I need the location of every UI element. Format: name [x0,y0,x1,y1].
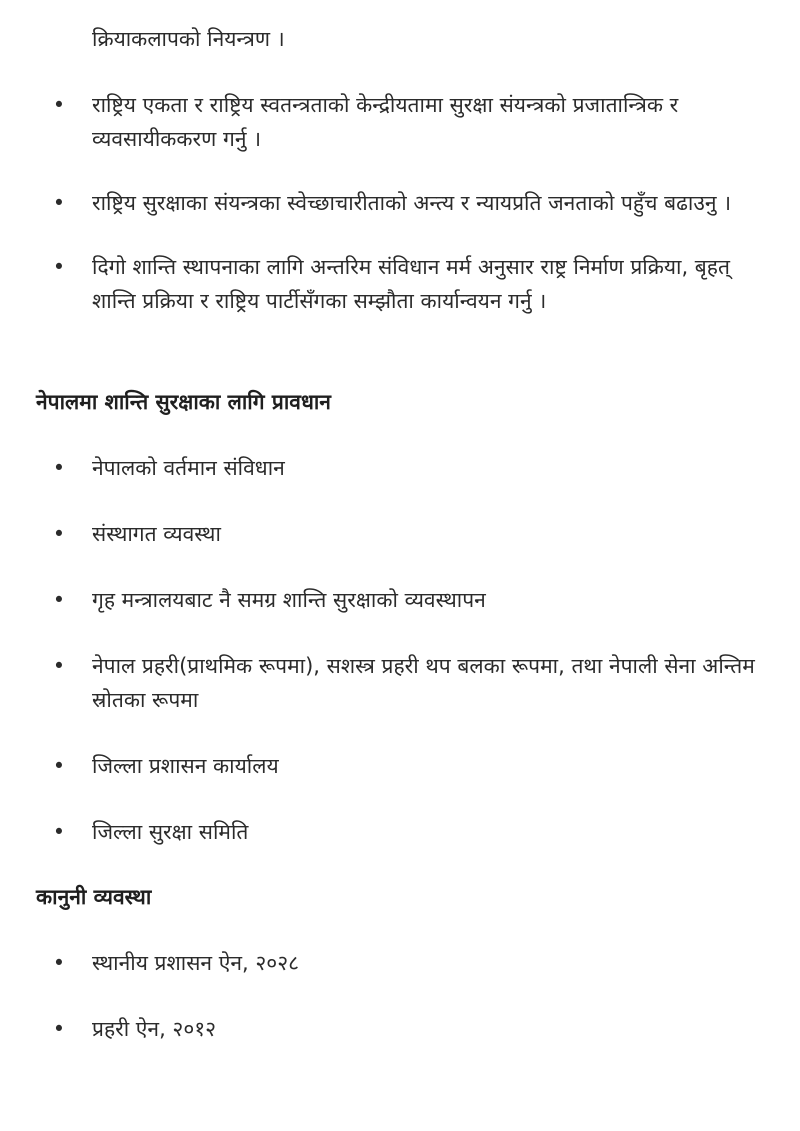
bullet-icon: • [52,456,66,480]
paragraph-continuation: क्रियाकलापको नियन्त्रण । [92,27,285,51]
list-item [0,583,800,617]
list-item [0,186,800,220]
list-item [0,815,800,849]
bullet-icon: • [52,191,66,215]
list-item-text: राष्ट्रिय सुरक्षाका संयन्त्रका स्वेच्छाचारीताको अन्त्य र न्यायप्रति जनताको पहुँच बढाउनु । [92,191,732,215]
list-item-text: जिल्ला प्रशासन कार्यालय [92,754,279,778]
bullet-icon: • [52,820,66,844]
bullet-icon: • [52,255,66,279]
list-item [0,451,800,485]
list-item [0,946,800,980]
list-item [0,749,800,783]
list-item-text: नेपालको वर्तमान संविधान [92,456,285,480]
list-item-text: स्थानीय प्रशासन ऐन, २०२८ [92,951,300,975]
provisions-list [0,451,800,849]
bullet-icon: • [52,654,66,678]
bullet-icon: • [52,754,66,778]
bullet-icon: • [52,588,66,612]
list-item [0,88,800,156]
objectives-list [0,88,800,318]
bullet-icon: • [52,1017,66,1041]
list-item-text: नेपाल प्रहरी(प्राथमिक रूपमा), सशस्त्र प्रहरी थप बलका रूपमा, तथा नेपाली सेना अन्तिम स्रोतका रूपमा [92,654,755,712]
list-item-text: दिगो शान्ति स्थापनाका लागि अन्तरिम संविधान मर्म अनुसार राष्ट्र निर्माण प्रक्रिया, बृहत् शान्ति प्रक्रिया र राष्ट्रिय पार्टीसँगका सम्झौता कार्यान्वयन गर्नु । [92,255,730,313]
list-item-text: राष्ट्रिय एकता र राष्ट्रिय स्वतन्त्रताको केन्द्रीयतामा सुरक्षा संयन्त्रको प्रजातान्त्रिक र व्यवसायीककरण गर्नु । [92,93,679,151]
list-item-text: प्रहरी ऐन, २०१२ [92,1017,217,1041]
bullet-icon: • [52,951,66,975]
list-item [0,1012,800,1046]
list-item-text: संस्थागत व्यवस्था [92,522,221,546]
bullet-icon: • [52,93,66,117]
legal-list [0,946,800,1046]
list-item [0,250,800,318]
list-item-text: गृह मन्त्रालयबाट नै समग्र शान्ति सुरक्षाको व्यवस्थापन [92,588,486,612]
bullet-icon: • [52,522,66,546]
section-heading-legal: कानुनी व्यवस्था [36,885,152,909]
list-item-text: जिल्ला सुरक्षा समिति [92,820,249,844]
list-item [0,517,800,551]
section-heading-provisions: नेपालमा शान्ति सुरक्षाका लागि प्रावधान [36,390,331,414]
list-item [0,649,800,717]
